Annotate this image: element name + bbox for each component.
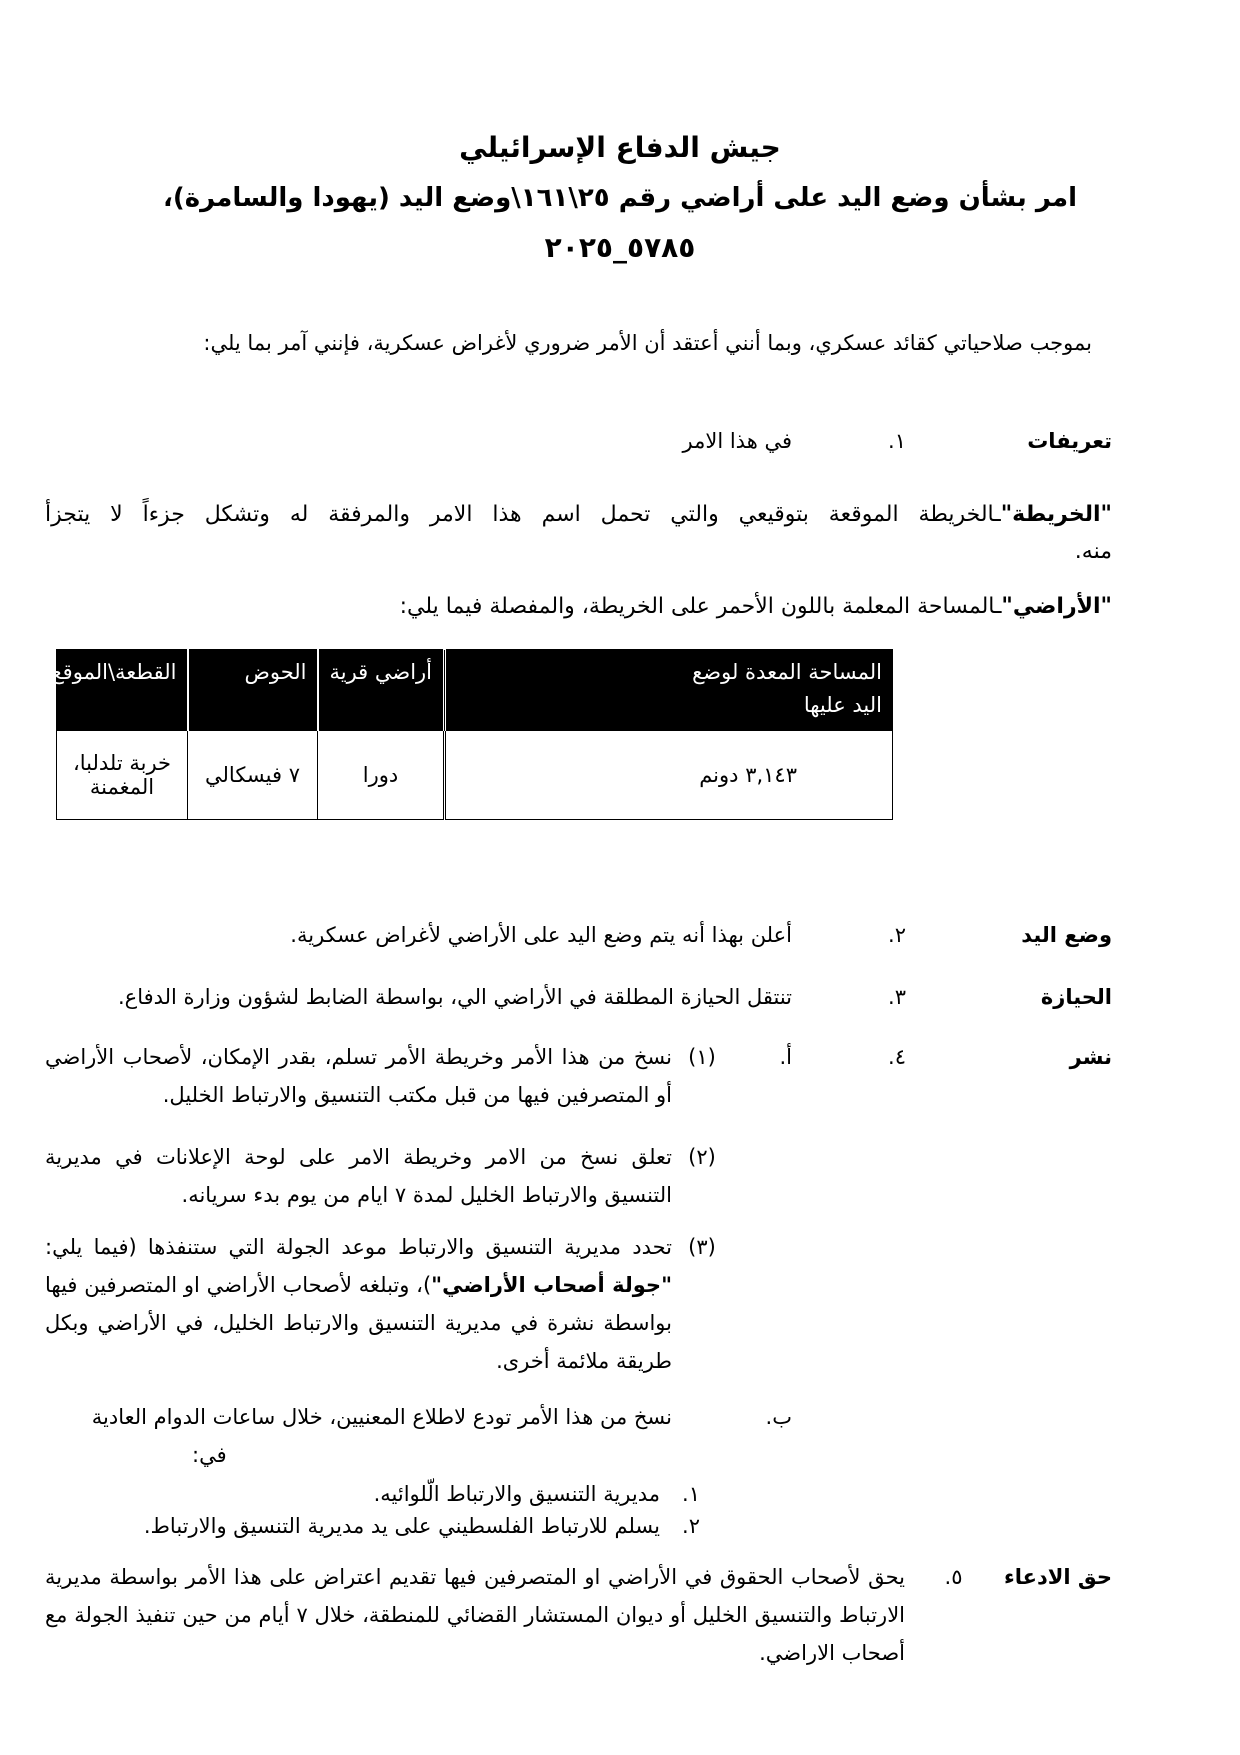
item-1-text: نسخ من هذا الأمر وخريطة الأمر تسلم، بقدر الإمكان، لأصحاب الأراضي أو المتصرفين فيها من قبل مكتب التنسيق والارتباط الخليل.	[45, 1045, 672, 1107]
section-5-text: يحق لأصحاب الحقوق في الأراضي او المتصرفين فيها تقديم اعتراض على هذا الأمر بواسطة مديرية الارتباط والتنسيق الخليل أو ديوان المستشار القضائي للمنطقة، خلال ٧ أيام من حين تنفيذ الجولة مع أصحاب الاراضي.	[45, 1565, 906, 1665]
item-2-text: تعلق نسخ من الامر وخريطة الامر على لوحة الإعلانات في مديرية التنسيق والارتباط الخليل لمدة ٧ ايام من يوم بدء سريانه.	[45, 1145, 672, 1207]
subsection-b-row	[45, 1398, 1112, 1474]
definition-map-line	[45, 496, 1112, 533]
list-item-1-number: ١.	[682, 1482, 700, 1506]
section-3-text: تنتقل الحيازة المطلقة في الأراضي الي، بواسطة الضابط لشؤون وزارة الدفاع.	[117, 985, 792, 1009]
list-item-2-number: ٢.	[682, 1514, 700, 1538]
seized-land-table	[51, 649, 893, 820]
item-3-text-pre: تحدد مديرية التنسيق والارتباط موعد الجولة التي ستنفذها (فيما يلي:	[45, 1235, 672, 1259]
list-item-2-text: يسلم للارتباط الفلسطيني على يد مديرية التنسيق والارتباط.	[143, 1514, 660, 1538]
spacer	[732, 1138, 792, 1214]
item-3-text	[45, 1228, 672, 1380]
spacer	[792, 1138, 1002, 1214]
deposit-locations-list	[45, 1478, 700, 1542]
section-1-text: في هذا الامر	[682, 429, 792, 453]
section-publication-row	[45, 1038, 1112, 1114]
section-label-seizure: وضع اليد	[1021, 923, 1112, 947]
definition-map-paragraph	[45, 496, 1112, 570]
definition-map-text: ـالخريطة الموقعة بتوقيعي والتي تحمل اسم هذا الامر والمرفقة له وتشكل جزءاً لا يتجزأ	[45, 502, 1001, 527]
spacer	[1002, 1398, 1112, 1474]
cell-village: دورا	[318, 731, 445, 820]
section-label-definitions: تعريفات	[1027, 429, 1112, 453]
section-label-right-of-claim: حق الادعاء	[1004, 1565, 1112, 1589]
spacer	[792, 1398, 1002, 1474]
item-2-marker: (٢)	[688, 1145, 716, 1169]
subsection-b-line1: نسخ من هذا الأمر تودع لاطلاع المعنيين، خلال ساعات الدوام العادية	[91, 1405, 672, 1429]
item-3-text-post: )، وتبلغه لأصحاب الأراضي او المتصرفين فيها بواسطة نشرة في مديرية التنسيق والارتباط الخليل، في الأراضي وبكل طريقة ملائمة أخرى.	[45, 1273, 672, 1373]
section-seizure-row	[45, 916, 1112, 954]
spacer	[1002, 1228, 1112, 1380]
section-number-2: ٢.	[888, 923, 906, 947]
subsection-b-text	[91, 1398, 672, 1474]
table-data-row	[57, 731, 893, 820]
section-number-3: ٣.	[888, 985, 906, 1009]
item-1-marker: (١)	[688, 1045, 716, 1069]
section-number-1: ١.	[888, 429, 906, 453]
section-label-possession: الحيازة	[1040, 985, 1112, 1009]
section-number-5: ٥.	[944, 1565, 963, 1589]
header-basin: الحوض	[188, 650, 318, 731]
army-title: جيش الدفاع الإسرائيلي	[459, 131, 781, 164]
cell-area-dunams: ٣,١٤٣ دونم	[445, 731, 893, 820]
list-item-1-text: مديرية التنسيق والارتباط الّلوائيه.	[373, 1482, 660, 1506]
section-right-of-claim-row	[45, 1558, 1112, 1672]
list-item	[45, 1510, 700, 1542]
table-header-row	[57, 650, 893, 731]
order-year-line: ٥٧٨٥_٢٠٢٥	[544, 231, 696, 264]
header-parcel-location: القطعة\الموقع	[57, 650, 188, 731]
publication-item-3-row	[45, 1228, 1112, 1380]
order-subject-title: امر بشأن وضع اليد على أراضي رقم ٢٥\١٦١\وضع اليد (يهودا والسامرة)،	[162, 183, 1078, 213]
definition-map-tail: منه.	[1074, 539, 1112, 564]
definition-term-lands: "الأراضي"	[1001, 594, 1112, 619]
subsection-b-marker: ب.	[765, 1405, 792, 1429]
subsection-b-line2: في:	[192, 1443, 227, 1467]
definition-lands-paragraph	[45, 588, 1112, 625]
header-village-lands: أراضي قرية	[318, 650, 445, 731]
subsection-a-marker: أ.	[779, 1045, 792, 1069]
item-3-marker: (٣)	[688, 1235, 716, 1259]
section-label-publication: نشر	[1069, 1045, 1112, 1069]
publication-item-2-row	[45, 1138, 1112, 1214]
landowners-tour-term: "جولة أصحاب الأراضي"	[431, 1273, 673, 1297]
spacer	[1002, 1138, 1112, 1214]
spacer	[792, 1228, 1002, 1380]
spacer	[732, 1228, 792, 1380]
preamble-paragraph: بموجب صلاحياتي كقائد عسكري، وبما أنني أعتقد أن الأمر ضروري لأغراض عسكرية، فإنني آمر بما يلي:	[203, 331, 1092, 355]
section-2-text: أعلن بهذا أنه يتم وضع اليد على الأراضي لأغراض عسكرية.	[290, 923, 792, 947]
definition-term-map: "الخريطة"	[1000, 502, 1112, 527]
list-item	[45, 1478, 700, 1510]
section-possession-row	[45, 978, 1112, 1016]
spacer	[672, 1398, 732, 1474]
cell-basin: ٧ فيسكالي	[188, 731, 318, 820]
cell-parcel-location: خربة تلدلبا، المغمنة	[57, 731, 188, 820]
section-number-4: ٤.	[888, 1045, 906, 1069]
section-definitions-row	[45, 422, 1112, 460]
definition-lands-text: ـالمساحة المعلمة باللون الأحمر على الخريطة، والمفصلة فيما يلي:	[399, 594, 1002, 619]
header-area-for-seizure: المساحة المعدة لوضع اليد عليها	[445, 650, 893, 731]
